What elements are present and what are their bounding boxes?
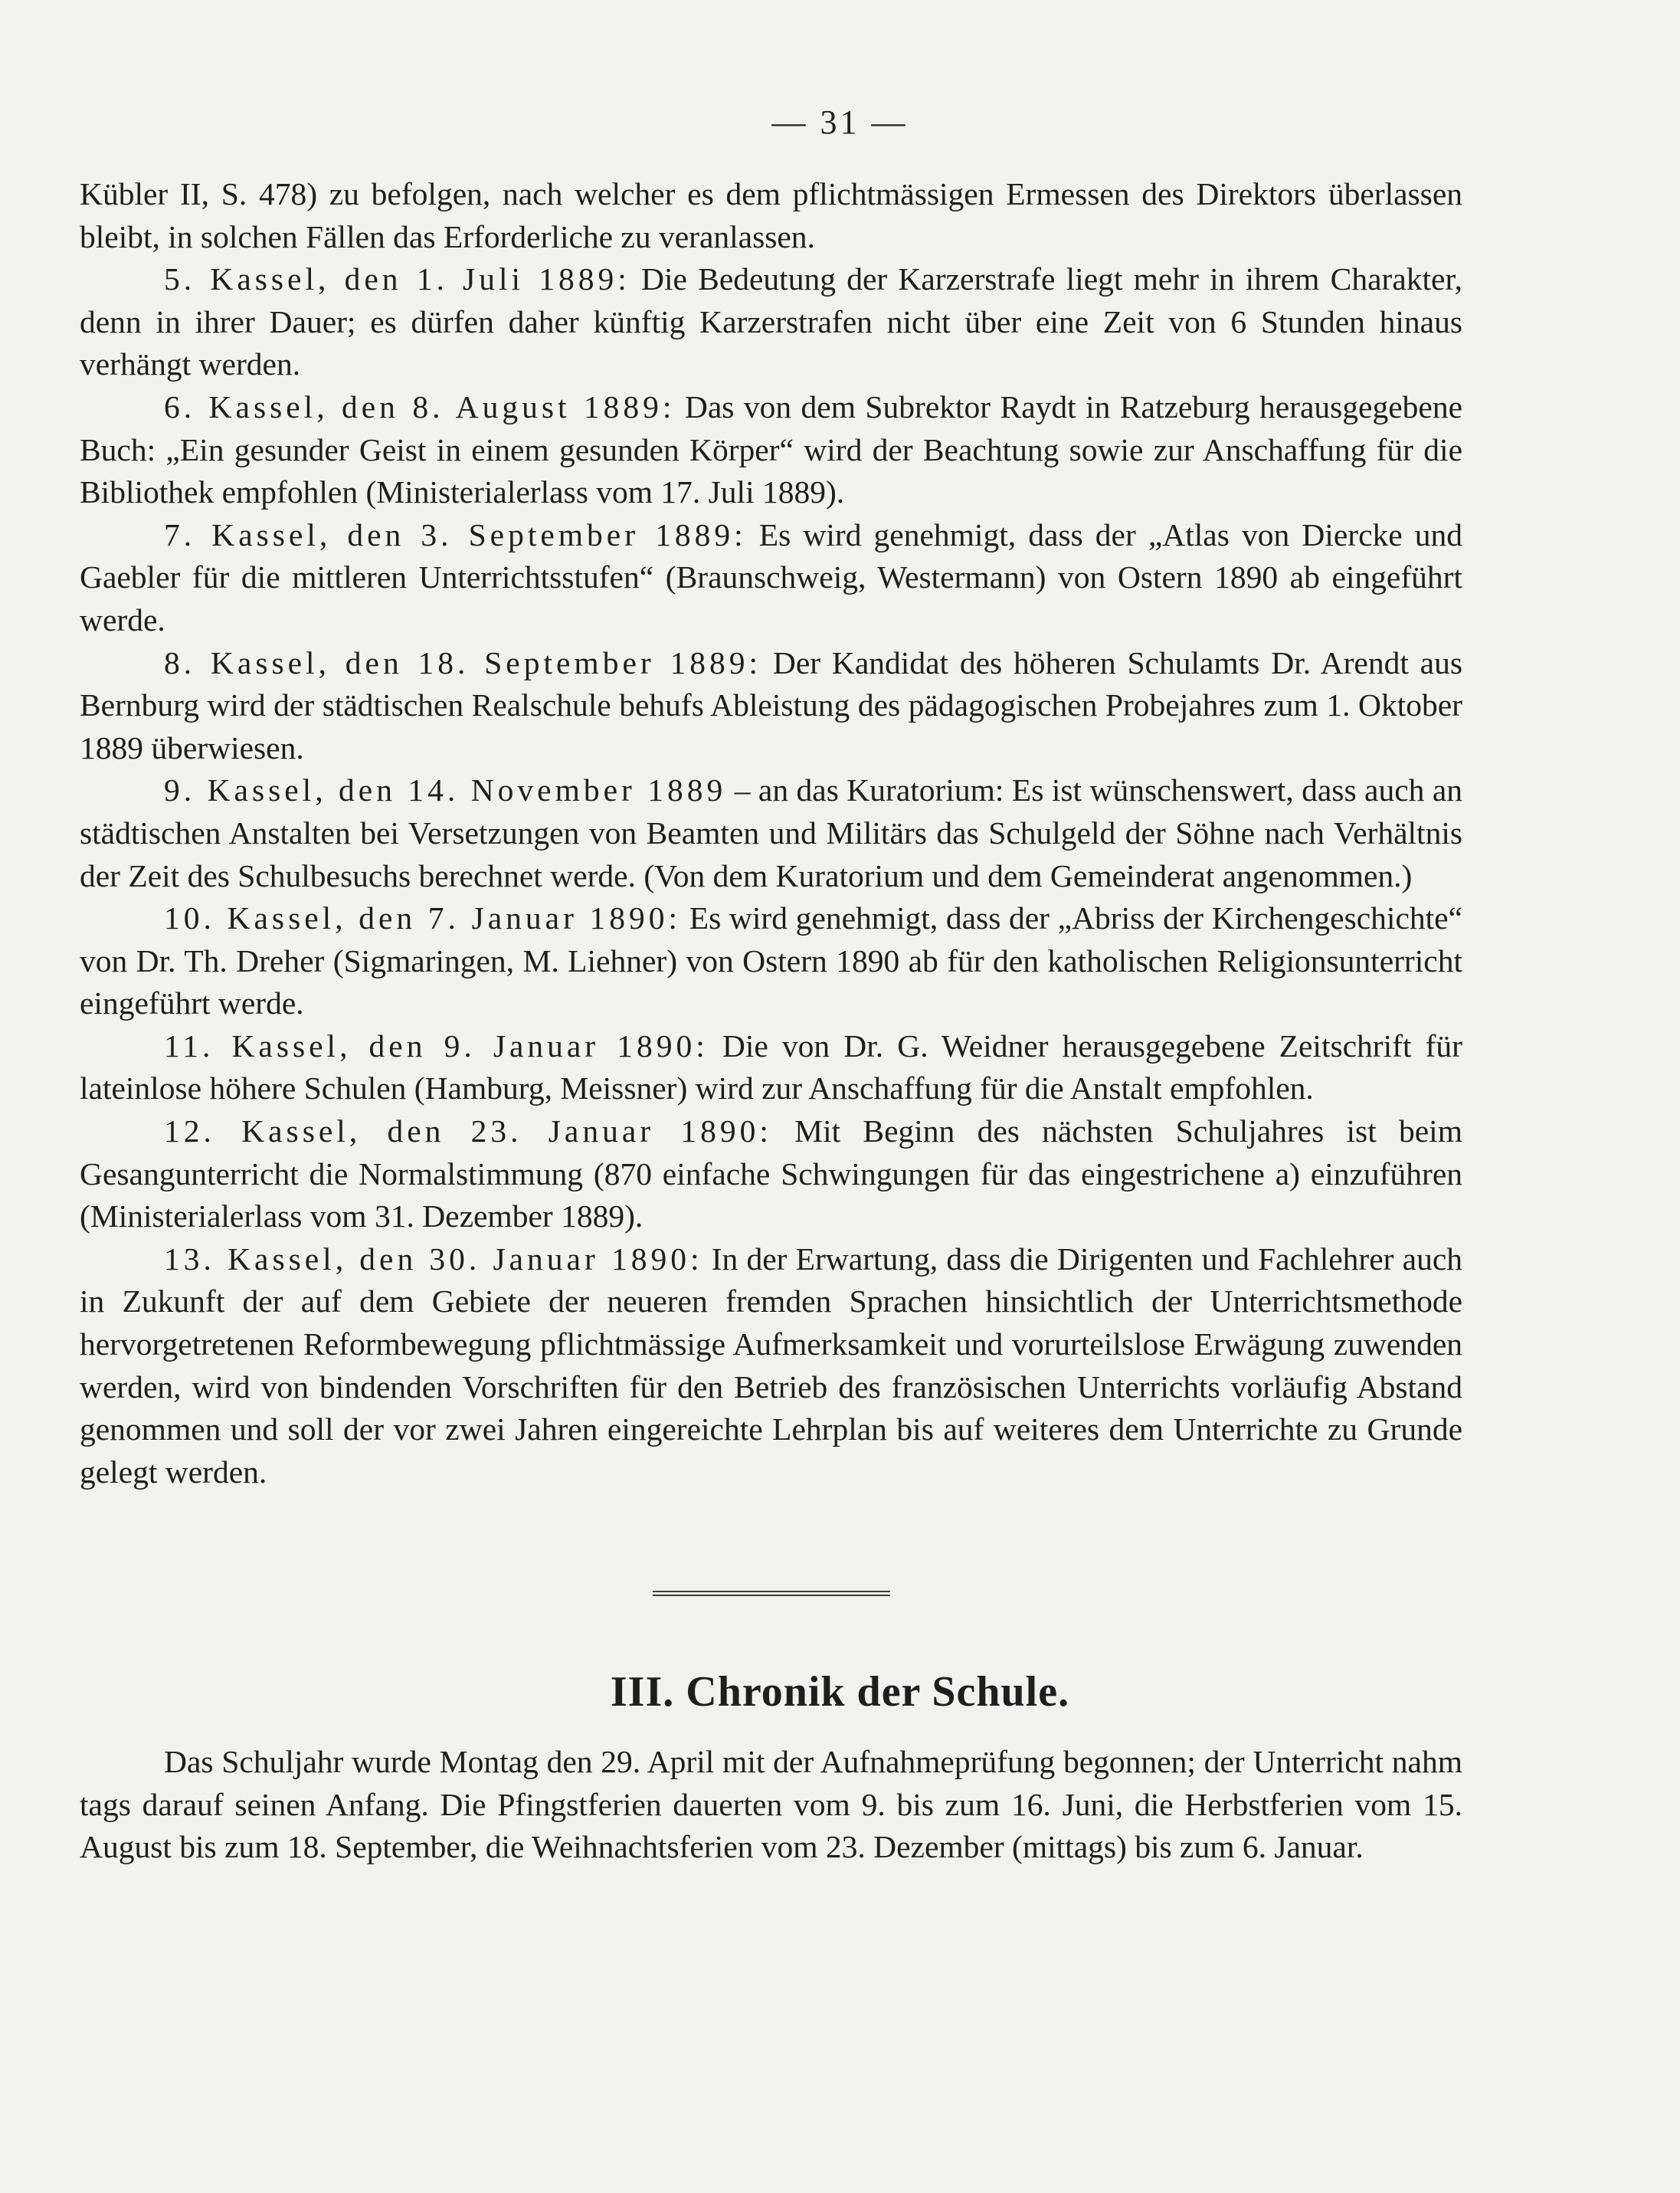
decree-heading: 10. Kassel, den 7. Januar 1890: [164,900,682,936]
page-number: — 31 — [771,103,909,141]
decree-heading: 6. Kassel, den 8. August 1889: [164,388,676,425]
decree-entry-6 [80,386,1462,514]
decree-heading: 5. Kassel, den 1. Juli 1889: [164,261,630,297]
decree-heading: 7. Kassel, den 3. September 1889: [164,516,747,552]
decree-list [80,173,1462,1493]
decree-heading: 12. Kassel, den 23. Januar 1890: [164,1113,772,1149]
decree-heading: 13. Kassel, den 30. Januar 1890: [164,1241,703,1277]
decree-heading: 9. Kassel, den 14. November 1889 [164,772,727,808]
section-heading: III. Chronik der Schule. [610,1668,1070,1716]
decree-text: Die Bedeutung der Karzerstrafe liegt mehr in ihrem Charakter, denn in ihrer Dauer; es dürfen daher künftig Karzerstrafen nicht über eine Zeit von 6 Stunden hinaus verhängt werden. [80,261,1462,382]
decree-text: Es wird genehmigt, dass der „Abriss der Kirchengeschichte“ von Dr. Th. Dreher (Sigmaringen, M. Liehner) von Ostern 1890 ab für den katholischen Religionsunterricht eingeführt werde. [80,900,1462,1021]
decree-text: Es wird genehmigt, dass der „Atlas von Diercke und Gaebler für die mittleren Unterrichtsstufen“ (Braunschweig, Westermann) von Ostern 1890 ab eingeführt werde. [80,516,1463,638]
section-divider [653,1591,890,1597]
decree-entry-5 [80,258,1462,386]
chronicle-section [80,1741,1462,1869]
decree-text: Mit Beginn des nächsten Schuljahres ist beim Gesangunterricht die Normalstimmung (870 einfache Schwingungen für das eingestrichene a) einzuführen (Ministerialerlass vom 31. Dezember 1889). [80,1113,1462,1234]
decree-entry-7 [80,514,1462,642]
decree-text: In der Erwartung, dass die Dirigenten und Fachlehrer auch in Zukunft der auf dem Gebiete der neueren fremden Sprachen hinsichtlich der Unterrichtsmethode hervorgetretenen Reformbewegung pflichtmässige Aufmerksamkeit und vorurteilslose Erwägung zuwenden werden, wird von bindenden Vorschriften für den Betrieb des französischen Unterrichts vorläufig Abstand genommen und soll der vor zwei Jahren eingereichte Lehrplan bis auf weiteres dem Unterrichte zu Grunde gelegt werden. [80,1241,1462,1490]
chronicle-paragraph: Das Schuljahr wurde Montag den 29. April mit der Aufnahmeprüfung begonnen; der Unterricht nahm tags darauf seinen Anfang. Die Pfingstferien dauerten vom 9. bis zum 16. Juni, die Herbstferien vom 15. August bis zum 18. September, die Weihnachtsferien vom 23. Dezember (mittags) bis zum 6. Januar. [80,1744,1462,1865]
decree-entry-12 [80,1110,1462,1238]
continuation-paragraph [80,173,1462,258]
paragraph-text: Kübler II, S. 478) zu befolgen, nach welcher es dem pflichtmässigen Ermessen des Direktors überlassen bleibt, in solchen Fällen das Erforderliche zu veranlassen. [80,176,1462,254]
decree-entry-13 [80,1238,1462,1494]
decree-heading: 11. Kassel, den 9. Januar 1890: [164,1028,709,1064]
decree-text: – an das Kuratorium: Es ist wünschenswert, dass auch an städtischen Anstalten bei Versetzungen von Beamten und Militärs das Schulgeld der Söhne nach Verhältnis der Zeit des Schulbesuchs berechnet werde. (Von dem Kuratorium und dem Gemeinderat angenommen.) [80,772,1462,893]
divider-line [653,1595,890,1596]
decree-entry-8 [80,642,1462,770]
decree-entry-11 [80,1025,1462,1110]
decree-heading: 8. Kassel, den 18. September 1889: [164,644,762,680]
decree-entry-10 [80,897,1462,1025]
decree-text: Der Kandidat des höheren Schulamts Dr. Arendt aus Bernburg wird der städtischen Realschule behufs Ableistung des pädagogischen Probejahres zum 1. Oktober 1889 überwiesen. [80,644,1462,765]
decree-text: Die von Dr. G. Weidner herausgegebene Zeitschrift für lateinlose höhere Schulen (Hamburg, Meissner) wird zur Anschaffung für die Anstalt empfohlen. [80,1028,1463,1106]
decree-text: Das von dem Subrektor Raydt in Ratzeburg herausgegebene Buch: „Ein gesunder Geist in einem gesunden Körper“ wird der Beachtung sowie zur Anschaffung für die Bibliothek empfohlen (Ministerialerlass vom 17. Juli 1889). [80,388,1462,510]
decree-entry-9 [80,769,1462,897]
divider-line [653,1591,890,1592]
